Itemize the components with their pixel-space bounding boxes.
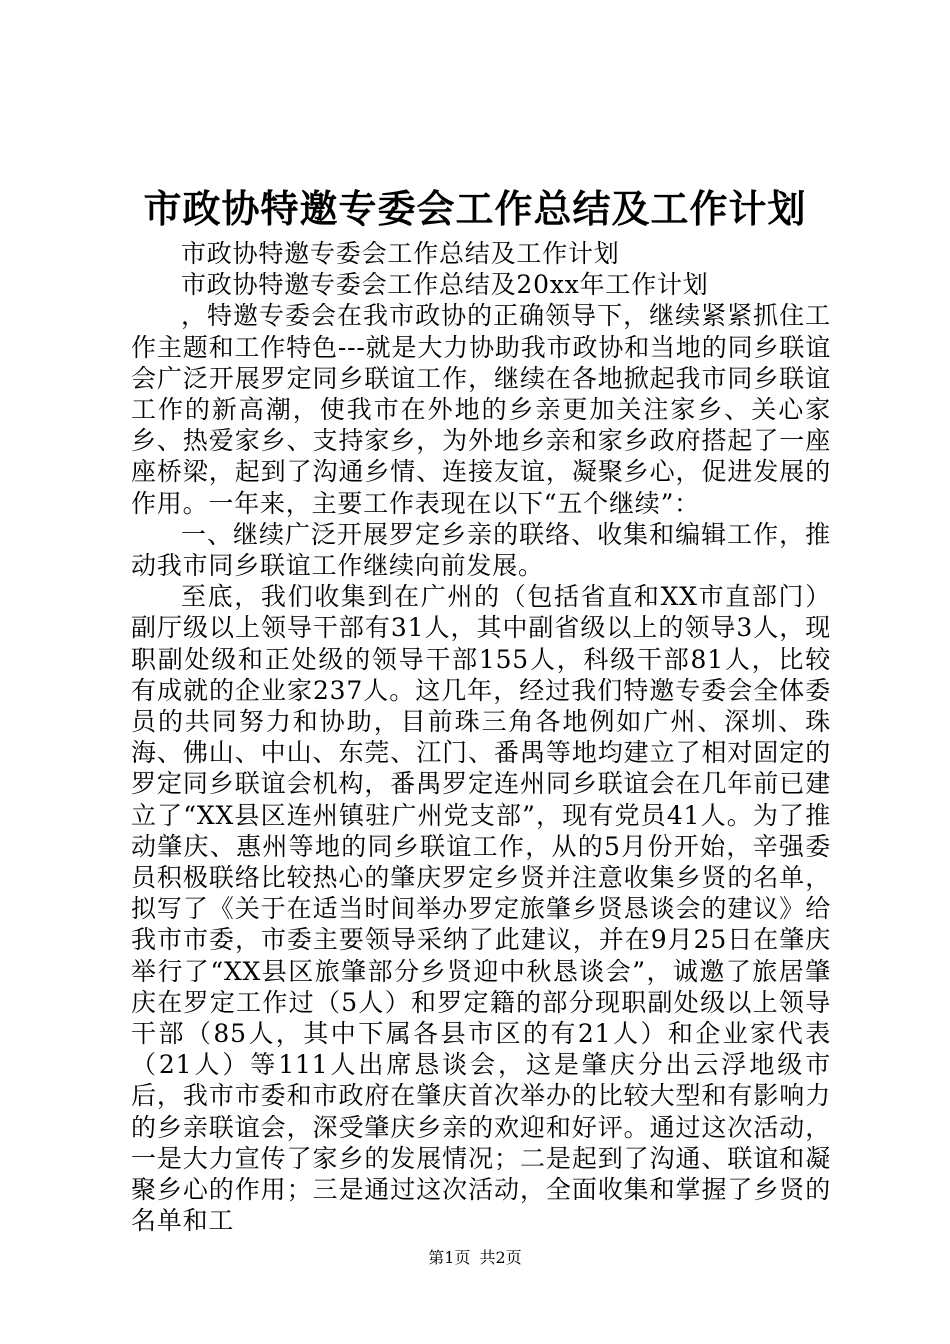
paragraph-section-body: 至底，我们收集到在广州的（包括省直和XX市直部门）副厅级以上领导干部有31人，其中副省级以上的领导3人，现职副处级和正处级的领导干部155人，科级干部81人，比较有成就的企业家237人。这几年，经过我们特邀专委会全体委员的共同努力和协助，目前珠三角各地例如广州、深圳、珠海、佛山、中山、东莞、江门、番禺等地均建立了相对固定的罗定同乡联谊会机构，番禺罗定连州同乡联谊会在几年前已建立了“XX县区连州镇驻广州党支部”，现有党员41人。为了推动肇庆、惠州等地的同乡联谊工作，从的5月份开始，辛强委员积极联络比较热心的肇庆罗定乡贤并注意收集乡贤的名单，拟写了《关于在适当时间举办罗定旅肇乡贤恳谈会的建议》给我市市委，市委主要领导采纳了此建议，并在9月25日在肇庆举行了“XX县区旅肇部分乡贤迎中秋恳谈会”，诚邀了旅居肇庆在罗定工作过（5人）和罗定籍的部分现职副处级以上领导干部（85人，其中下属各县市区的有21人）和企业家代表（21人）等111人出席恳谈会，这是肇庆分出云浮地级市后，我市市委和市政府在肇庆首次举办的比较大型和有影响力的乡亲联谊会，深受肇庆乡亲的欢迎和好评。通过这次活动，一是大力宣传了家乡的发展情况；二是起到了沟通、联谊和凝聚乡心的作用；三是通过这次活动，全面收集和掌握了乡贤的名单和工 xyxy=(131,582,831,1236)
paragraph-subtitle-year: 市政协特邀专委会工作总结及20xx年工作计划 xyxy=(181,270,709,300)
document-body xyxy=(131,238,831,1237)
paragraph-subtitle: 市政协特邀专委会工作总结及工作计划 xyxy=(181,239,620,268)
page-number: 第1页 xyxy=(428,1248,471,1267)
document-title: 市政协特邀专委会工作总结及工作计划 xyxy=(143,186,807,231)
paragraph-section-heading: 一、继续广泛开展罗定乡亲的联络、收集和编辑工作，推动我市同乡联谊工作继续向前发展。 xyxy=(131,519,831,581)
paragraph-intro: ，特邀专委会在我市政协的正确领导下，继续紧紧抓住工作主题和工作特色---就是大力协助我市政协和当地的同乡联谊会广泛开展罗定同乡联谊工作，继续在各地掀起我市同乡联谊工作的新高潮，使我市在外地的乡亲更加关注家乡、关心家乡、热爱家乡、支持家乡，为外地乡亲和家乡政府搭起了一座座桥梁，起到了沟通乡情、连接友谊，凝聚乡心，促进发展的作用。一年来，主要工作表现在以下“五个继续”： xyxy=(131,301,831,518)
page-total: 共2页 xyxy=(479,1248,522,1267)
page-footer xyxy=(0,1248,950,1268)
